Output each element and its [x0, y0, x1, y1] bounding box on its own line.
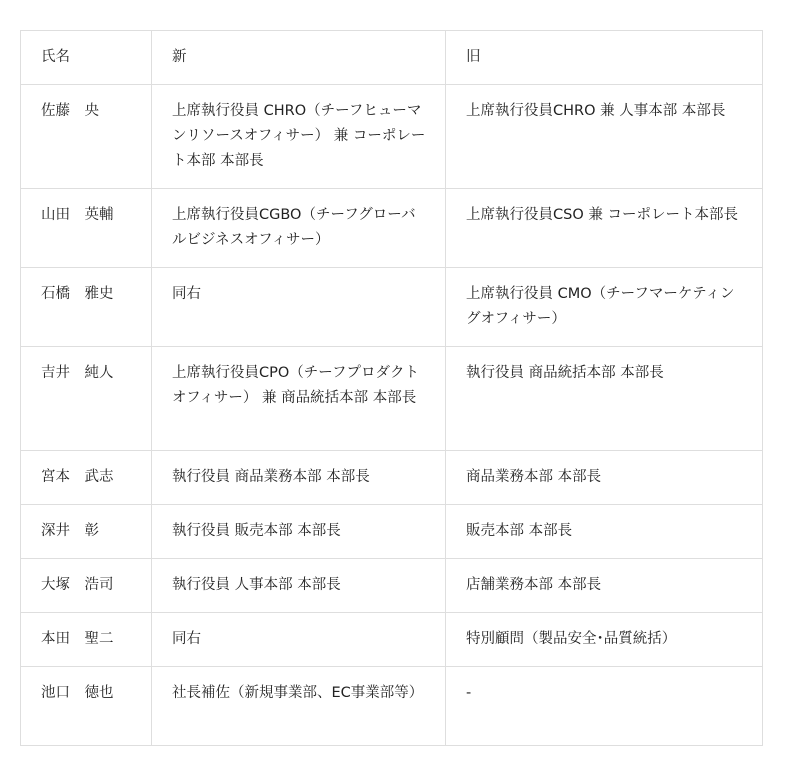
cell-old: 上席執行役員 CMO（チーフマーケティングオフィサー）	[446, 268, 763, 347]
cell-old: 上席執行役員CHRO 兼 人事本部 本部長	[446, 85, 763, 189]
cell-new: 上席執行役員CGBO（チーフグローバルビジネスオフィサー）	[152, 189, 446, 268]
cell-name: 山田 英輔	[21, 189, 152, 268]
table-row	[21, 347, 763, 451]
cell-new: 執行役員 人事本部 本部長	[152, 559, 446, 613]
table-row	[21, 667, 763, 746]
cell-name: 池口 徳也	[21, 667, 152, 746]
cell-name: 本田 聖二	[21, 613, 152, 667]
cell-old: 店舗業務本部 本部長	[446, 559, 763, 613]
header-old: 旧	[446, 31, 763, 85]
personnel-table-container	[20, 30, 762, 746]
table-header-row	[21, 31, 763, 85]
cell-name: 深井 彰	[21, 505, 152, 559]
cell-new: 同右	[152, 613, 446, 667]
table-row	[21, 505, 763, 559]
cell-old: 特別顧問（製品安全･品質統括）	[446, 613, 763, 667]
cell-old: 商品業務本部 本部長	[446, 451, 763, 505]
cell-name: 吉井 純人	[21, 347, 152, 451]
cell-new: 社長補佐（新規事業部、EC事業部等）	[152, 667, 446, 746]
cell-old: -	[446, 667, 763, 746]
cell-old: 販売本部 本部長	[446, 505, 763, 559]
header-name: 氏名	[21, 31, 152, 85]
cell-name: 石橋 雅史	[21, 268, 152, 347]
table-row	[21, 85, 763, 189]
cell-name: 佐藤 央	[21, 85, 152, 189]
cell-new: 同右	[152, 268, 446, 347]
cell-new: 上席執行役員 CHRO（チーフヒューマンリソースオフィサー） 兼 コーポレート本部 本部長	[152, 85, 446, 189]
table-row	[21, 268, 763, 347]
cell-old: 上席執行役員CSO 兼 コーポレート本部長	[446, 189, 763, 268]
cell-old: 執行役員 商品統括本部 本部長	[446, 347, 763, 451]
table-row	[21, 559, 763, 613]
cell-new: 上席執行役員CPO（チーフプロダクトオフィサー） 兼 商品統括本部 本部長	[152, 347, 446, 451]
header-new: 新	[152, 31, 446, 85]
cell-new: 執行役員 商品業務本部 本部長	[152, 451, 446, 505]
table-row	[21, 613, 763, 667]
cell-new: 執行役員 販売本部 本部長	[152, 505, 446, 559]
cell-name: 宮本 武志	[21, 451, 152, 505]
table-row	[21, 189, 763, 268]
table-row	[21, 451, 763, 505]
personnel-change-table	[20, 30, 763, 746]
cell-name: 大塚 浩司	[21, 559, 152, 613]
